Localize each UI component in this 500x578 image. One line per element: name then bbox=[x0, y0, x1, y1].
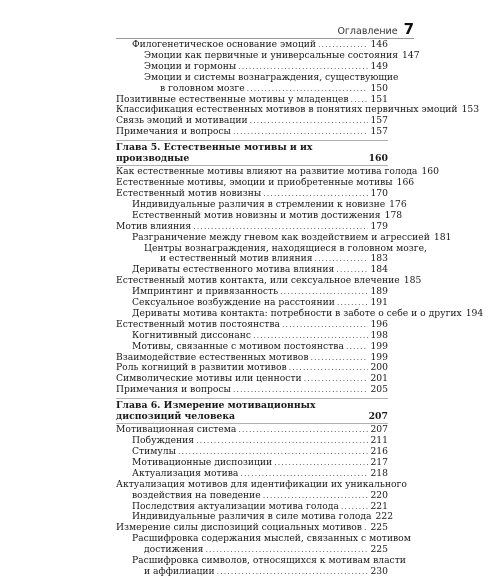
toc-entry-title: Последствия актуализации мотива голода bbox=[132, 500, 339, 512]
toc-entry-line[interactable] bbox=[116, 71, 399, 84]
running-header-title: Оглавление bbox=[337, 26, 398, 37]
toc-entry-title: Позитивные естественные мотивы у младенцев bbox=[116, 93, 349, 105]
toc-entry[interactable] bbox=[116, 127, 388, 138]
toc-entry-title: Примечания и вопросы bbox=[116, 126, 231, 138]
dot-leader bbox=[238, 425, 368, 436]
toc-entry-title: Дериваты мотива контакта: потребности в заботе о себе и о других bbox=[132, 307, 462, 319]
chapter-heading[interactable] bbox=[116, 398, 388, 424]
toc-page-number: 205 bbox=[370, 384, 388, 396]
dot-leader bbox=[196, 436, 368, 447]
toc-entry-title: Связь эмоций и мотивации bbox=[116, 115, 248, 127]
toc-page-number: 181 bbox=[433, 231, 452, 243]
toc-entry-title: Естественный мотив постоянства bbox=[116, 318, 281, 330]
page-number: 7 bbox=[403, 20, 414, 38]
toc-entry-title: Мотивационная система bbox=[116, 424, 237, 436]
dot-leader bbox=[346, 342, 369, 353]
toc-entry[interactable] bbox=[116, 342, 388, 353]
toc-entry-title: Естественный мотив контакта, или сексуальное влечение bbox=[116, 275, 400, 287]
toc-page-number: 147 bbox=[402, 49, 420, 61]
toc-page-number: 216 bbox=[370, 446, 388, 457]
toc-entry-title: Эмоции и системы вознаграждения, существующие bbox=[144, 71, 399, 83]
toc-page-number: 217 bbox=[370, 456, 388, 468]
toc-page-number: 157 bbox=[370, 126, 388, 138]
toc-entry-title: Классификация естественных мотивов в понятиях первичных эмоций bbox=[116, 104, 458, 116]
toc-entry-line[interactable] bbox=[116, 555, 406, 567]
toc-page-number: 218 bbox=[370, 467, 388, 479]
chapter-title: Глава 5. Естественные мотивы и их производные bbox=[116, 142, 313, 165]
toc-page-number: 185 bbox=[403, 275, 422, 287]
toc-entry-title-cont: и аффилиации bbox=[144, 565, 215, 577]
toc-entry[interactable] bbox=[116, 502, 388, 513]
toc-page-number: 176 bbox=[389, 198, 407, 210]
toc-page-number: 199 bbox=[370, 340, 388, 352]
toc-page-number: 178 bbox=[384, 209, 403, 221]
toc-entry-line[interactable] bbox=[116, 533, 411, 545]
toc-entry-title: Как естественные мотивы влияют на развитие мотива голода bbox=[116, 166, 418, 178]
toc-page-number: 179 bbox=[370, 220, 388, 232]
toc-entry-title: Расшифровка символов, относящихся к мотивам власти bbox=[132, 555, 406, 567]
toc-entry-title: Сексуальное возбуждение на расстоянии bbox=[132, 297, 335, 309]
toc-page-number: 184 bbox=[370, 264, 388, 276]
toc-entry-title: Индивидуальные различия в стремлении к новизне bbox=[132, 198, 386, 210]
toc-entry-continuation[interactable] bbox=[116, 84, 388, 95]
toc-entry-title: Эмоции как первичные и универсальные состояния bbox=[144, 49, 398, 61]
toc-page-number: 211 bbox=[370, 435, 388, 447]
chapter-title: Глава 6. Измерение мотивационных диспозиций человека bbox=[116, 400, 316, 423]
dot-leader bbox=[250, 116, 369, 127]
toc-entry-title: Мотивы, связанные с мотивом постоянства bbox=[132, 340, 344, 352]
toc-entry-title: Импринтинг и привязанность bbox=[132, 286, 279, 298]
toc-entry[interactable] bbox=[116, 385, 388, 396]
toc-entry-title: Актуализация мотива bbox=[132, 467, 239, 479]
toc-entry[interactable] bbox=[116, 222, 388, 233]
toc-page-number: 151 bbox=[370, 93, 388, 105]
toc-entry-title: Филогенетическое основание эмоций bbox=[132, 39, 316, 50]
toc-page-number: 220 bbox=[370, 489, 388, 501]
toc-page-number: 149 bbox=[370, 60, 388, 72]
toc-page-number: 230 bbox=[370, 565, 388, 577]
toc-page-number: 150 bbox=[370, 82, 388, 94]
toc-page-number: 200 bbox=[370, 362, 388, 374]
toc-entry-title: Дериваты естественного мотива влияния bbox=[132, 264, 335, 276]
toc-entry-title: Актуализация мотивов для идентификации их уникального bbox=[116, 478, 407, 490]
table-of-contents bbox=[116, 39, 484, 578]
toc-entry-title-cont: и естественный мотив влияния bbox=[160, 253, 313, 265]
toc-page-number: 201 bbox=[370, 373, 388, 385]
toc-page-number: 166 bbox=[396, 177, 415, 189]
toc-page-number: 189 bbox=[370, 286, 388, 298]
toc-entry-title: Естественные мотивы, эмоции и приобретенные мотивы bbox=[116, 177, 393, 189]
toc-page-number: 225 bbox=[370, 544, 388, 556]
toc-page-number: 199 bbox=[370, 351, 388, 363]
dot-leader bbox=[282, 320, 368, 331]
toc-entry-title: Мотив влияния bbox=[116, 220, 192, 232]
toc-entry-title: Индивидуальные различия в силе мотива голода bbox=[132, 511, 372, 523]
toc-page-number: 194 bbox=[465, 307, 484, 319]
dot-leader bbox=[193, 222, 368, 233]
toc-entry-title: Измерение силы диспозиций социальных мотивов bbox=[116, 522, 362, 534]
running-header bbox=[214, 20, 414, 36]
toc-page-number: 196 bbox=[370, 318, 388, 330]
toc-entry-title: Стимулы bbox=[132, 446, 176, 457]
toc-page-number: 191 bbox=[370, 297, 388, 309]
toc-page-number: 222 bbox=[375, 511, 394, 523]
chapter-heading[interactable] bbox=[116, 140, 388, 166]
dot-leader bbox=[311, 353, 369, 364]
toc-entry-title: Расшифровка содержания мыслей, связанных с мотивом bbox=[132, 533, 411, 545]
toc-entry-continuation[interactable] bbox=[116, 567, 388, 578]
toc-page-number: 198 bbox=[370, 329, 388, 341]
dot-leader bbox=[247, 84, 369, 95]
toc-entry-title-cont: воздействия на поведение bbox=[132, 489, 261, 501]
toc-entry-title: Разграничение между гневом как воздействием и агрессией bbox=[132, 231, 430, 243]
dot-leader bbox=[233, 385, 369, 396]
toc-page-number: 225 bbox=[370, 522, 388, 534]
toc-page-number: 207 bbox=[370, 424, 388, 436]
toc-entry-title: Примечания и вопросы bbox=[116, 384, 231, 396]
toc-page-number: 221 bbox=[370, 500, 388, 512]
dot-leader bbox=[233, 127, 369, 138]
chapter-page-number: 160 bbox=[368, 153, 388, 165]
toc-entry-title: Естественный мотив новизны bbox=[116, 187, 262, 199]
toc-entry-title: Естественный мотив новизны и мотив достижения bbox=[132, 209, 381, 221]
dot-leader bbox=[217, 567, 369, 578]
toc-entry-title-cont: достижения bbox=[144, 544, 204, 556]
dot-leader bbox=[341, 502, 369, 513]
toc-page-number: 153 bbox=[461, 104, 480, 116]
toc-entry-title: Мотивационные диспозиции bbox=[132, 456, 273, 468]
toc-entry-title: Побуждения bbox=[132, 435, 195, 447]
toc-entry-title: Символические мотивы или ценности bbox=[116, 373, 302, 385]
toc-entry[interactable] bbox=[116, 511, 394, 523]
toc-page-number: 183 bbox=[370, 253, 388, 265]
dot-leader bbox=[274, 458, 368, 469]
toc-page-number: 160 bbox=[421, 166, 439, 178]
toc-entry-line[interactable] bbox=[116, 478, 407, 491]
toc-page-number: 170 bbox=[370, 187, 388, 199]
toc-entry-title: Центры вознаграждения, находящиеся в головном мозге, bbox=[144, 242, 427, 254]
toc-entry-title: Роль когниций в развитии мотивов bbox=[116, 362, 287, 374]
toc-entry-title: Эмоции и гормоны bbox=[144, 60, 237, 72]
toc-page-number: 146 bbox=[370, 39, 388, 50]
dot-leader bbox=[304, 374, 369, 385]
toc-entry-title: Взаимодействие естественных мотивов bbox=[116, 351, 309, 363]
toc-entry-title: Когнитивный диссонанс bbox=[132, 329, 252, 341]
chapter-page-number: 207 bbox=[368, 411, 388, 423]
toc-entry-title-cont: в головном мозге bbox=[160, 82, 245, 94]
toc-page-number: 157 bbox=[370, 115, 388, 127]
